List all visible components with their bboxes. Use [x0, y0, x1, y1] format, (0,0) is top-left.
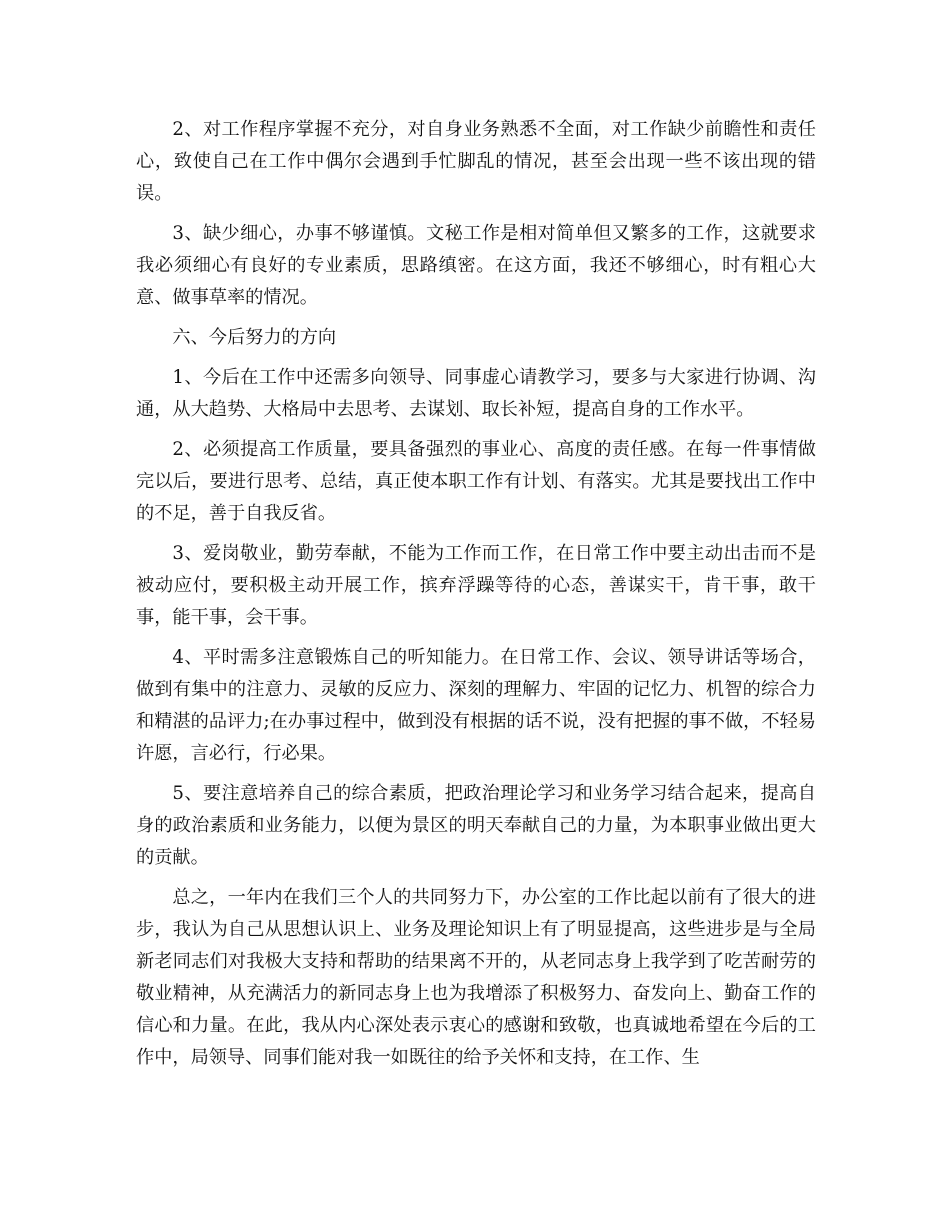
paragraph-direction-1: 1、今后在工作中还需多向领导、同事虚心请教学习，要多与大家进行协调、沟通，从大趋势、大格局中去思考、去谋划、取长补短，提高自身的工作水平。 [136, 367, 816, 420]
paragraph-direction-4: 4、平时需多注意锻炼自己的听知能力。在日常工作、会议、领导讲话等场合，做到有集中的注意力、灵敏的反应力、深刻的理解力、牢固的记忆力、机智的综合力和精湛的品评力;在办事过程中，做到没有根据的话不说，没有把握的事不做，不轻易许愿，言必行，行必果。 [136, 647, 816, 764]
paragraph-direction-3: 3、爱岗敬业，勤劳奉献，不能为工作而工作，在日常工作中要主动出击而不是被动应付，要积极主动开展工作，摈弃浮躁等待的心态，善谋实干，肯干事，敢干事，能干事，会干事。 [136, 543, 816, 628]
paragraph-direction-5: 5、要注意培养自己的综合素质，把政治理论学习和业务学习结合起来，提高自身的政治素质和业务能力，以便为景区的明天奉献自己的力量，为本职事业做出更大的贡献。 [136, 783, 816, 868]
paragraph-item-3: 3、缺少细心，办事不够谨慎。文秘工作是相对简单但又繁多的工作，这就要求我必须细心有良好的专业素质，思路缜密。在这方面，我还不够细心，时有粗心大意、做事草率的情况。 [136, 223, 816, 308]
paragraph-item-2: 2、对工作程序掌握不充分，对自身业务熟悉不全面，对工作缺少前瞻性和责任心，致使自己在工作中偶尔会遇到手忙脚乱的情况，甚至会出现一些不该出现的错误。 [136, 119, 816, 204]
document-body [136, 114, 816, 1082]
section-heading-future-direction: 六、今后努力的方向 [172, 327, 337, 348]
paragraph-summary: 总之，一年内在我们三个人的共同努力下，办公室的工作比起以前有了很大的进步，我认为自己从思想认识上、业务及理论知识上有了明显提高，这些进步是与全局新老同志们对我极大支持和帮助的结果离不开的，从老同志身上我学到了吃苦耐劳的敬业精神，从充满活力的新同志身上也为我增添了积极努力、奋发向上、勤奋工作的信心和力量。在此，我从内心深处表示衷心的感谢和致敬，也真诚地希望在今后的工作中，局领导、同事们能对我一如既往的给予关怀和支持，在工作、生 [136, 887, 816, 1068]
paragraph-direction-2: 2、必须提高工作质量，要具备强烈的事业心、高度的责任感。在每一件事情做完以后，要进行思考、总结，真正使本职工作有计划、有落实。尤其是要找出工作中的不足，善于自我反省。 [136, 439, 816, 524]
